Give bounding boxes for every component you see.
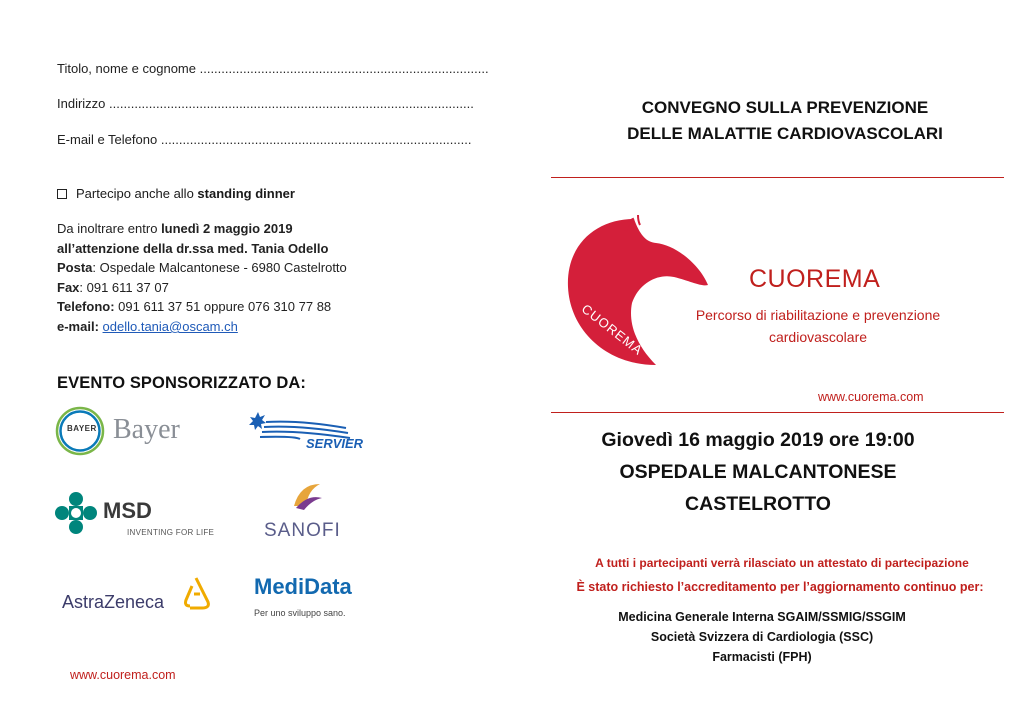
field-email-phone[interactable] — [57, 132, 471, 147]
divider-top — [551, 177, 1004, 178]
msd-wordmark: MSD — [103, 498, 152, 523]
contact-info — [57, 219, 347, 337]
fax-line: Fax: 091 611 37 07 — [57, 279, 169, 295]
cuorema-subtitle-line2: cardiovascolare — [768, 329, 868, 345]
website-right[interactable]: www.cuorema.com — [818, 390, 924, 404]
sanofi-bird-icon — [286, 476, 326, 516]
posta-line: Posta: Ospedale Malcantonese - 6980 Castelrotto — [57, 260, 347, 276]
astrazeneca-wordmark: AstraZeneca — [62, 592, 165, 612]
field-address-dots: ..................................................................................................... — [109, 96, 474, 111]
sponsor-title: EVENTO SPONSORIZZATO DA: — [57, 374, 307, 392]
servier-logo — [246, 408, 370, 452]
sanofi-wordmark: SANOFI — [264, 520, 341, 541]
event-date: Giovedì 16 maggio 2019 ore 19:00 — [601, 429, 915, 451]
medidata-wordmark: MediData — [254, 574, 352, 599]
field-name[interactable] — [57, 61, 489, 76]
sanofi-logo — [262, 476, 352, 546]
convegno-title — [560, 95, 1010, 147]
convegno-title-line1: CONVEGNO SULLA PREVENZIONE — [641, 98, 929, 117]
accreditation-item: Società Svizzera di Cardiologia (SSC) — [650, 630, 874, 644]
email-line: e-mail: odello.tania@oscam.ch — [57, 318, 238, 334]
servier-wordmark: SERVIER — [306, 436, 364, 451]
field-address-label: Indirizzo — [57, 96, 106, 111]
msd-logo — [55, 492, 225, 540]
cuorema-subtitle — [665, 304, 971, 348]
event-place: OSPEDALE MALCANTONESE — [619, 461, 897, 483]
msd-mark-icon — [55, 492, 97, 534]
cuorema-brand: CUOREMA — [749, 265, 881, 293]
field-name-label: Titolo, nome e cognome — [57, 61, 196, 76]
attestato-note: A tutti i partecipanti verrà rilasciato un attestato di partecipazione — [595, 556, 969, 570]
bayer-wordmark: Bayer — [113, 414, 180, 445]
astrazeneca-logo — [62, 576, 222, 616]
dinner-text: Partecipo anche allo standing dinner — [76, 186, 295, 201]
email-link[interactable]: odello.tania@oscam.ch — [102, 318, 238, 334]
event-city: CASTELROTTO — [685, 493, 831, 515]
accreditation-list — [560, 607, 964, 667]
bayer-logo — [55, 406, 205, 456]
accreditation-item: Farmacisti (FPH) — [712, 650, 812, 664]
divider-bottom — [551, 412, 1004, 413]
event-details — [552, 424, 964, 520]
msd-tagline: INVENTING FOR LIFE — [127, 528, 215, 537]
medidata-tagline: Per uno sviluppo sano. — [254, 608, 346, 618]
accreditation-item: Medicina Generale Interna SGAIM/SSMIG/SSGIM — [618, 610, 906, 624]
heart-logo-text: CUOREMA — [578, 301, 646, 359]
medidata-logo — [254, 574, 384, 624]
bayer-seal-text: BAYER — [67, 424, 97, 433]
attention-line: all’attenzione della dr.ssa med. Tania Odello — [57, 240, 329, 256]
dinner-checkbox-row[interactable] — [57, 186, 295, 201]
field-email-phone-dots: ...................................................................................... — [160, 132, 472, 147]
field-email-phone-label: E-mail e Telefono — [57, 132, 158, 147]
convegno-title-line2: DELLE MALATTIE CARDIOVASCOLARI — [627, 124, 943, 143]
cuorema-subtitle-line1: Percorso di riabilitazione e prevenzione — [695, 307, 941, 323]
deadline-line: Da inoltrare entro lunedì 2 maggio 2019 — [57, 221, 293, 236]
field-address[interactable] — [57, 96, 474, 111]
dinner-checkbox[interactable] — [57, 189, 67, 199]
astrazeneca-swirl-icon — [182, 576, 214, 612]
telefono-line: Telefono: 091 611 37 51 oppure 076 310 77 88 — [57, 299, 332, 315]
field-name-dots: ................................................................................ — [199, 61, 489, 76]
website-left[interactable]: www.cuorema.com — [70, 668, 176, 682]
accreditamento-note: È stato richiesto l’accreditamento per l’aggiornamento continuo per: — [576, 580, 984, 594]
